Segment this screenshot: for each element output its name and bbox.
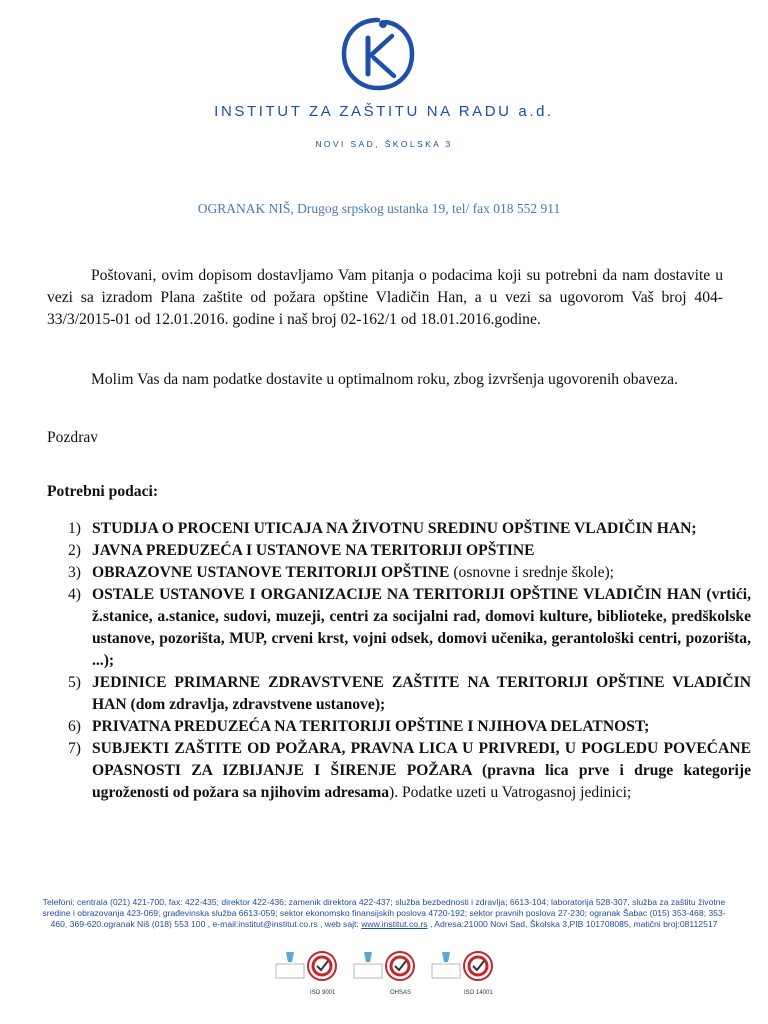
- institute-logo-icon: [338, 14, 418, 94]
- list-item-number: 6): [68, 718, 81, 735]
- list-item: [68, 540, 751, 562]
- certification-badge-icon: [426, 948, 496, 996]
- certification-badge-icon: [348, 948, 418, 996]
- list-item-number: 3): [68, 564, 81, 581]
- greeting-text: Pozdrav: [47, 429, 99, 446]
- paragraph-greeting: [47, 427, 723, 449]
- list-item-bold: SUBJEKTI ZAŠTITE OD POŽARA, PRAVNA LICA U PRIVREDI, U POGLEDU POVEĆANE OPASNOSTI ZA IZBIJANJE I ŠIRENJE POŽARA (pravna lica prve i druge kategorije ugroženosti od požara sa njihovim adresama: [92, 740, 751, 801]
- list-item-number: 1): [68, 520, 81, 537]
- list-item: [68, 584, 751, 672]
- certification-badge-icon: [270, 948, 340, 996]
- list-item-number: 4): [68, 586, 81, 603]
- required-data-heading: Potrebni podaci:: [47, 483, 159, 500]
- list-item: [68, 738, 751, 804]
- list-item-text: (osnovne i srednje škole);: [449, 564, 615, 581]
- website-link[interactable]: www.institut.co.rs: [361, 919, 428, 930]
- list-item-bold: JAVNA PREDUZEĆA I USTANOVE NA TERITORIJI OPŠTINE: [92, 542, 535, 559]
- branch-office-line: OGRANAK NIŠ, Drugog srpskog ustanka 19, tel/ fax 018 552 911: [197, 201, 561, 216]
- footer-contact: [40, 897, 728, 931]
- list-item-bold: STUDIJA O PROCENI UTICAJA NA ŽIVOTNU SREDINU OPŠTINE VLADIČIN HAN;: [92, 520, 697, 537]
- required-data-list: [68, 518, 751, 804]
- list-item-number: 2): [68, 542, 81, 559]
- certification-badges: [270, 948, 500, 996]
- cert-label: ISO 14001: [464, 990, 493, 996]
- list-item-number: 5): [68, 674, 81, 691]
- institute-address: NOVI SAD, ŠKOLSKA 3: [315, 139, 453, 149]
- list-item: [68, 518, 751, 540]
- list-item-text: ). Podatke uzeti u Vatrogasnoj jedinici;: [389, 784, 632, 801]
- cert-label: OHSAS: [390, 990, 412, 996]
- institute-name: INSTITUT ZA ZAŠTITU NA RADU a.d.: [214, 103, 554, 120]
- paragraph-request-text: Molim Vas da nam podatke dostavite u optimalnom roku, zbog izvršenja ugovorenih obaveza.: [91, 371, 678, 388]
- paragraph-intro: [47, 265, 723, 331]
- list-item-bold: OSTALE USTANOVE I ORGANIZACIJE NA TERITORIJI OPŠTINE VLADIČIN HAN (vrtići, ž.stanice, a.stanice, sudovi, muzeji, centri za socijalni rad, domovi kulture, biblioteke, predškolske ustanove, pozorišta, MUP, crveni krst, vojni odsek, domovi učenika, gerantološki centri, pozorišta, ...);: [92, 586, 751, 669]
- list-item-bold: JEDINICE PRIMARNE ZDRAVSTVENE ZAŠTITE NA TERITORIJI OPŠTINE VLADIČIN HAN (dom zdravlja, zdravstvene ustanove);: [92, 674, 751, 713]
- list-item-bold: OBRAZOVNE USTANOVE TERITORIJI OPŠTINE: [92, 564, 450, 581]
- list-item: [68, 562, 751, 584]
- list-item-bold: PRIVATNA PREDUZEĆA NA TERITORIJI OPŠTINE I NJIHOVA DELATNOST;: [92, 718, 650, 735]
- list-item: [68, 716, 751, 738]
- list-item-number: 7): [68, 740, 81, 757]
- cert-label: ISO 9001: [310, 990, 336, 996]
- footer-contact-text: Telefoni: centrala (021) 421-700, fax: 422-435; direktor 422-436; zamenik direktora 422-437; služba bezbednosti i zdravlja; 6613-104; laboratorija 528-307, služba za zaštitu životne sredine i obrazovanja 423-069; građevinska služba 6613-059; sektor ekonomsko finansijskih poslova 4720-192; sektor pravnih poslova 27-230; ogranak Šabac (015) 353-468; 353-460, 369-620.ogranak Niš (018) 553 100 , e-mail:institut@institut.co.rs , web sajt:: [42, 897, 726, 930]
- paragraph-request: [47, 369, 723, 391]
- paragraph-intro-text: Poštovani, ovim dopisom dostavljamo Vam pitanja o podacima koji su potrebni da nam dostavite u vezi sa izradom Plana zaštite od požara opštine Vladičin Han, a u vezi sa ugovorom Vaš broj 404-33/3/2015-01 od 12.01.2016. godine i naš broj 02-162/1 od 18.01.2016.godine.: [47, 267, 723, 328]
- list-item: [68, 672, 751, 716]
- footer-address-text: , Adresa:21000 Novi Sad, Školska 3,PIB 101708085, matični broj:08112517: [427, 919, 718, 930]
